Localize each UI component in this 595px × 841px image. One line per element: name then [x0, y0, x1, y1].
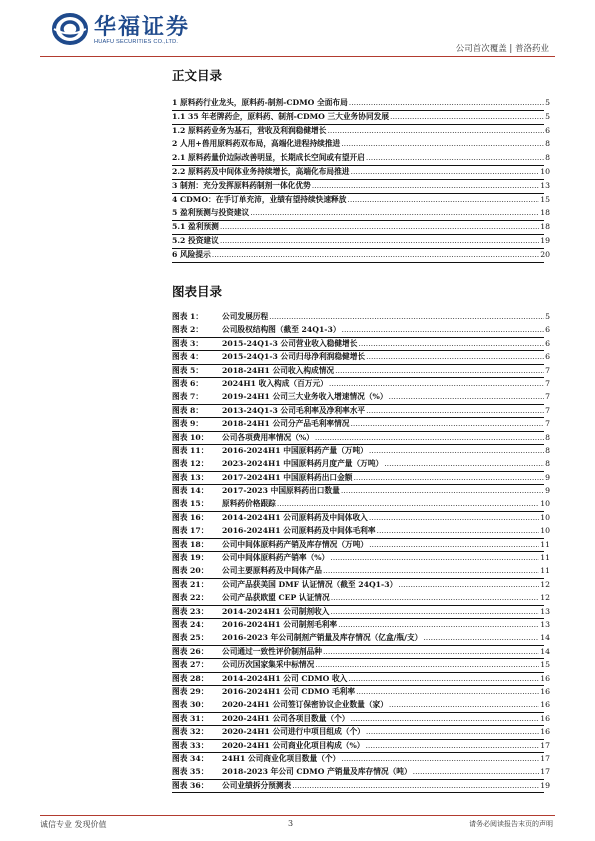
figure-entry-title: 2016-2023 年公司制剂产销量及库存情况（亿盒/瓶/支） — [222, 633, 423, 643]
toc-entry[interactable] — [172, 111, 550, 125]
entry-page-number: 7 — [545, 365, 550, 375]
figure-number: 图表 1： — [172, 312, 204, 321]
figure-entry-title: 2015-24Q1-3 公司营业收入稳健增长 — [222, 338, 358, 348]
link-underline — [172, 262, 544, 263]
figure-entry[interactable] — [172, 512, 550, 525]
figure-number: 图表 35： — [172, 767, 209, 777]
figure-entry-title: 2013-24Q1-3 公司毛利率及净利率水平 — [222, 405, 366, 415]
leader-dots — [250, 208, 539, 217]
entry-page-number: 9 — [545, 486, 550, 496]
toc-entry[interactable] — [172, 152, 550, 166]
leader-dots — [350, 419, 544, 428]
toc-entry[interactable] — [172, 125, 550, 139]
figure-entry-title: 2014-2024H1 公司原料药及中间体收入 — [222, 512, 368, 522]
figure-number: 图表 33： — [172, 740, 209, 750]
leader-dots — [348, 674, 539, 683]
leader-dots — [365, 741, 539, 750]
figure-entry-title: 2016-2024H1 公司原料药及中间体毛利率 — [222, 526, 376, 536]
figure-entry-title: 公司产品获欧盟 CEP 认证情况 — [222, 593, 330, 603]
leader-dots — [312, 181, 539, 190]
figure-number: 图表 24： — [172, 619, 209, 629]
figure-number: 图表 17： — [172, 526, 209, 536]
toc-entry-title: 3 制剂：充分发挥原料药制剂一体化优势 — [172, 180, 311, 190]
toc-entry-title: 6 风险提示 — [172, 249, 211, 259]
figure-number: 图表 31： — [172, 713, 209, 723]
entry-page-number: 8 — [545, 445, 550, 455]
entry-page-number: 13 — [540, 606, 550, 616]
entry-page-number: 16 — [540, 700, 550, 710]
leader-dots — [423, 633, 539, 642]
leader-dots — [330, 607, 539, 616]
entry-page-number: 5 — [545, 312, 550, 321]
figure-number: 图表 22： — [172, 593, 209, 603]
entry-page-number: 18 — [540, 222, 550, 232]
entry-page-number: 7 — [545, 378, 550, 388]
figure-list — [172, 311, 550, 793]
figure-number: 图表 3： — [172, 338, 204, 348]
figure-entry[interactable] — [172, 619, 550, 632]
toc-entry[interactable] — [172, 166, 550, 180]
figure-entry[interactable] — [172, 780, 550, 793]
entry-page-number: 6 — [545, 325, 550, 335]
toc-entry[interactable] — [172, 180, 550, 194]
entry-page-number: 20 — [540, 249, 550, 259]
leader-dots — [384, 459, 544, 468]
figure-entry[interactable] — [172, 686, 550, 699]
leader-dots — [341, 486, 544, 495]
entry-page-number: 8 — [545, 139, 550, 149]
figure-number: 图表 34： — [172, 753, 209, 763]
figure-entry[interactable] — [172, 699, 550, 712]
entry-page-number: 7 — [545, 405, 550, 415]
entry-page-number: 14 — [540, 646, 550, 656]
figure-entry[interactable] — [172, 539, 550, 552]
figure-number: 图表 27： — [172, 660, 209, 670]
figure-entry-title: 公司股权结构图（截至 24Q1-3） — [222, 325, 341, 335]
figure-number: 图表 10： — [172, 432, 209, 442]
figure-number: 图表 11： — [172, 445, 209, 455]
leader-dots — [342, 325, 545, 334]
entry-page-number: 11 — [540, 566, 550, 576]
figure-entry-title: 2017-2023 中国原料药出口数量 — [222, 486, 340, 496]
toc-entry[interactable] — [172, 221, 550, 235]
figure-entry[interactable] — [172, 713, 550, 726]
link-underline — [172, 792, 544, 793]
figure-entry[interactable] — [172, 659, 550, 672]
figure-entry[interactable] — [172, 498, 550, 511]
logo-english-name: HUAFU SECURITIES CO.,LTD. — [94, 39, 179, 45]
header-divider — [40, 56, 555, 57]
figure-number: 图表 12： — [172, 459, 209, 469]
toc-entry[interactable] — [172, 97, 550, 111]
logo-swirl-icon — [52, 12, 88, 46]
figure-entry[interactable] — [172, 740, 550, 753]
figure-entry[interactable] — [172, 485, 550, 498]
figure-entry-title: 2018-24H1 公司分产品毛利率情况 — [222, 419, 350, 429]
figure-entry-title: 2020-24H1 公司进行中项目组成（个） — [222, 727, 365, 737]
entry-page-number: 9 — [545, 472, 550, 482]
leader-dots — [341, 754, 539, 763]
leader-dots — [390, 112, 544, 121]
entry-page-number: 7 — [545, 419, 550, 429]
leader-dots — [366, 153, 544, 162]
figure-number: 图表 20： — [172, 566, 209, 576]
figure-entry[interactable] — [172, 378, 550, 391]
figure-entry-title: 2014-2024H1 公司 CDMO 收入 — [222, 673, 348, 683]
figure-number: 图表 5： — [172, 365, 204, 375]
entry-page-number: 13 — [540, 180, 550, 190]
figure-number: 图表 2： — [172, 325, 204, 335]
figure-entry[interactable] — [172, 592, 550, 605]
figure-entry[interactable] — [172, 579, 550, 592]
toc-entry-title: 1.1 35 年老牌药企，原料药、制剂-CDMO 三大业务协同发展 — [172, 111, 390, 121]
figure-entry-title: 2014-2024H1 公司制剂收入 — [222, 606, 330, 616]
figure-entry-title: 公司产品获美国 DMF 认证情况（截至 24Q1-3） — [222, 579, 398, 589]
figure-number: 图表 9： — [172, 419, 204, 429]
page-number: 3 — [288, 819, 294, 828]
toc-entry-title: 1.2 原料药业务为基石，营收及利润稳健增长 — [172, 125, 327, 135]
figure-number: 图表 14： — [172, 486, 209, 496]
figure-entry-title: 公司中间体原料药产销率（%） — [222, 553, 330, 563]
figure-number: 图表 16： — [172, 512, 209, 522]
toc-title: 正文目录 — [172, 68, 223, 83]
figure-entry-title: 公司主要原料药及中间体产品 — [222, 566, 322, 576]
leader-dots — [335, 366, 544, 375]
leader-dots — [389, 392, 545, 401]
entry-page-number: 16 — [540, 713, 550, 723]
figure-entry[interactable] — [172, 606, 550, 619]
toc-entry-title: 1 原料药行业龙头，原料药-制剂-CDMO 全面布局 — [172, 98, 348, 107]
figure-number: 图表 32： — [172, 727, 209, 737]
leader-dots — [389, 700, 539, 709]
entry-page-number: 16 — [540, 673, 550, 683]
figure-entry[interactable] — [172, 673, 550, 686]
leader-dots — [323, 566, 539, 575]
leader-dots — [315, 660, 539, 669]
leader-dots — [220, 236, 539, 245]
figure-entry-title: 2018-2023 年公司 CDMO 产销量及库存情况（吨） — [222, 767, 412, 777]
figure-entry-title: 2023-2024H1 中国原料药月度产量（万吨） — [222, 459, 384, 469]
figure-entry[interactable] — [172, 565, 550, 578]
figure-entry-title: 2024H1 收入构成（百万元） — [222, 378, 328, 388]
logo-chinese-name: 华福证券 — [94, 15, 191, 40]
figure-entry[interactable] — [172, 338, 550, 351]
footer-slogan: 诚信专业 发现价值 — [40, 820, 107, 829]
figure-entry-title: 2016-2024H1 中国原料药产量（万吨） — [222, 445, 368, 455]
toc-entry[interactable] — [172, 207, 550, 221]
company-logo — [52, 12, 252, 52]
figure-number: 图表 28： — [172, 673, 209, 683]
entry-page-number: 5 — [545, 111, 550, 121]
leader-dots — [315, 433, 544, 442]
figure-entry[interactable] — [172, 391, 550, 404]
figure-entry[interactable] — [172, 552, 550, 565]
figure-entry-title: 公司历次国家集采中标情况 — [222, 660, 315, 670]
figure-entry-title: 原料药价格跟踪 — [222, 499, 276, 509]
leader-dots — [338, 620, 539, 629]
figure-entry[interactable] — [172, 418, 550, 431]
figure-number: 图表 4： — [172, 352, 204, 362]
figure-entry[interactable] — [172, 324, 550, 337]
entry-page-number: 8 — [545, 153, 550, 163]
figure-number: 图表 15： — [172, 499, 209, 509]
toc-entry[interactable] — [172, 138, 550, 152]
figure-number: 图表 19： — [172, 553, 209, 563]
figure-entry[interactable] — [172, 365, 550, 378]
figure-number: 图表 7： — [172, 392, 204, 402]
figure-entry[interactable] — [172, 766, 550, 779]
entry-page-number: 11 — [540, 553, 550, 563]
figure-entry-title: 公司业绩拆分预测表 — [222, 780, 292, 790]
entry-page-number: 18 — [540, 208, 550, 218]
leader-dots — [350, 714, 539, 723]
toc-entry[interactable] — [172, 235, 550, 249]
footer-disclaimer: 请务必阅读报告末页的声明 — [469, 820, 553, 828]
leader-dots — [220, 222, 539, 231]
leader-dots — [377, 526, 540, 535]
figure-number: 图表 23： — [172, 606, 209, 616]
leader-dots — [347, 195, 539, 204]
leader-dots — [327, 126, 544, 135]
entry-page-number: 19 — [540, 780, 550, 790]
toc-entry-title: 4 CDMO：在手订单充沛，业绩有望持续快速释放 — [172, 194, 347, 204]
figure-entry-title: 24H1 公司商业化项目数量（个） — [222, 753, 341, 763]
figure-entry-title: 2020-24H1 公司各项目数量（个） — [222, 713, 350, 723]
figure-entry[interactable] — [172, 445, 550, 458]
figure-entry[interactable] — [172, 405, 550, 418]
figure-number: 图表 13： — [172, 472, 209, 482]
entry-page-number: 6 — [545, 352, 550, 362]
entry-page-number: 17 — [540, 753, 550, 763]
figure-entry-title: 2020-24H1 公司商业化项目构成（%） — [222, 740, 365, 750]
toc-list — [172, 97, 550, 263]
toc-entry-title: 5 盈利预测与投资建议 — [172, 208, 250, 218]
entry-page-number: 15 — [540, 660, 550, 670]
leader-dots — [366, 727, 539, 736]
figure-entry[interactable] — [172, 525, 550, 538]
figure-entry[interactable] — [172, 458, 550, 471]
entry-page-number: 11 — [540, 539, 550, 549]
entry-page-number: 15 — [540, 194, 550, 204]
figure-entry-title: 2020-24H1 公司签订保密协议企业数量（家） — [222, 700, 388, 710]
entry-page-number: 10 — [540, 499, 550, 509]
figure-entry-title: 2019-24H1 公司三大业务收入增速情况（%） — [222, 392, 388, 402]
figure-entry[interactable] — [172, 311, 550, 324]
leader-dots — [369, 513, 539, 522]
entry-page-number: 8 — [545, 432, 550, 442]
figures-title: 图表目录 — [172, 284, 223, 299]
leader-dots — [398, 580, 539, 589]
entry-page-number: 6 — [545, 338, 550, 348]
entry-page-number: 12 — [540, 579, 550, 589]
entry-page-number: 10 — [540, 526, 550, 536]
leader-dots — [292, 781, 539, 790]
figure-entry-title: 2015-24Q1-3 公司归母净利润稳健增长 — [222, 352, 366, 362]
figure-entry-title: 公司中间体原料药产销及库存情况（万吨） — [222, 539, 369, 549]
figure-number: 图表 18： — [172, 539, 209, 549]
figure-entry-title: 2016-2024H1 公司制剂毛利率 — [222, 619, 338, 629]
figure-entry-title: 2018-24H1 公司收入构成情况 — [222, 365, 335, 375]
figure-entry-title: 公司发展历程 — [222, 312, 269, 321]
entry-page-number: 16 — [540, 686, 550, 696]
figure-entry[interactable] — [172, 472, 550, 485]
leader-dots — [358, 339, 544, 348]
entry-page-number: 17 — [540, 767, 550, 777]
figure-number: 图表 36： — [172, 780, 209, 790]
leader-dots — [330, 553, 539, 562]
toc-entry-title: 5.1 盈利预测 — [172, 222, 219, 232]
figure-number: 图表 29： — [172, 686, 209, 696]
entry-page-number: 8 — [545, 459, 550, 469]
figure-number: 图表 8： — [172, 405, 204, 415]
leader-dots — [369, 446, 544, 455]
leader-dots — [212, 250, 539, 259]
entry-page-number: 19 — [540, 235, 550, 245]
figure-entry-title: 公司通过一致性评价制剂品种 — [222, 646, 322, 656]
leader-dots — [351, 167, 540, 176]
leader-dots — [323, 647, 539, 656]
figure-entry-title: 公司各项费用率情况（%） — [222, 432, 314, 442]
figure-entry-title: 2016-2024H1 公司 CDMO 毛利率 — [222, 686, 356, 696]
entry-page-number: 5 — [545, 98, 550, 107]
figure-entry[interactable] — [172, 753, 550, 766]
figure-entry[interactable] — [172, 646, 550, 659]
figure-number: 图表 26： — [172, 646, 209, 656]
entry-page-number: 10 — [540, 166, 550, 176]
entry-page-number: 16 — [540, 727, 550, 737]
figure-number: 图表 21： — [172, 579, 209, 589]
figure-entry[interactable] — [172, 432, 550, 445]
entry-page-number: 10 — [540, 512, 550, 522]
entry-page-number: 14 — [540, 633, 550, 643]
leader-dots — [353, 473, 544, 482]
figure-number: 图表 6： — [172, 378, 204, 388]
figure-entry-title: 2017-2024H1 中国原料药出口金额 — [222, 472, 353, 482]
leader-dots — [329, 379, 544, 388]
figure-number: 图表 30： — [172, 700, 209, 710]
entry-page-number: 12 — [540, 593, 550, 603]
toc-entry[interactable] — [172, 194, 550, 208]
toc-entry-title: 2.2 原料药及中间体业务持续增长，高端化布局推进 — [172, 166, 350, 176]
leader-dots — [349, 98, 544, 107]
footer-divider — [40, 815, 555, 816]
figure-entry[interactable] — [172, 726, 550, 739]
leader-dots — [366, 406, 544, 415]
figure-entry[interactable] — [172, 351, 550, 364]
toc-entry-title: 5.2 投资建议 — [172, 235, 219, 245]
leader-dots — [369, 540, 539, 549]
entry-page-number: 6 — [545, 125, 550, 135]
entry-page-number: 17 — [540, 740, 550, 750]
toc-entry[interactable] — [172, 249, 550, 263]
leader-dots — [277, 499, 539, 508]
toc-entry-title: 2 人用+兽用原料药双布局，高端化进程持续推进 — [172, 139, 341, 149]
leader-dots — [366, 352, 544, 361]
entry-page-number: 7 — [545, 392, 550, 402]
leader-dots — [331, 593, 540, 602]
figure-number: 图表 25： — [172, 633, 209, 643]
figure-entry[interactable] — [172, 632, 550, 645]
page-header — [0, 0, 595, 58]
toc-entry-title: 2.1 原料药量价边际改善明显，长期成长空间或有望开启 — [172, 153, 365, 163]
leader-dots — [269, 312, 544, 321]
leader-dots — [341, 139, 544, 148]
leader-dots — [413, 767, 540, 776]
entry-page-number: 13 — [540, 619, 550, 629]
report-type-label: 公司首次覆盖 | 普洛药业 — [455, 44, 549, 54]
leader-dots — [356, 687, 539, 696]
